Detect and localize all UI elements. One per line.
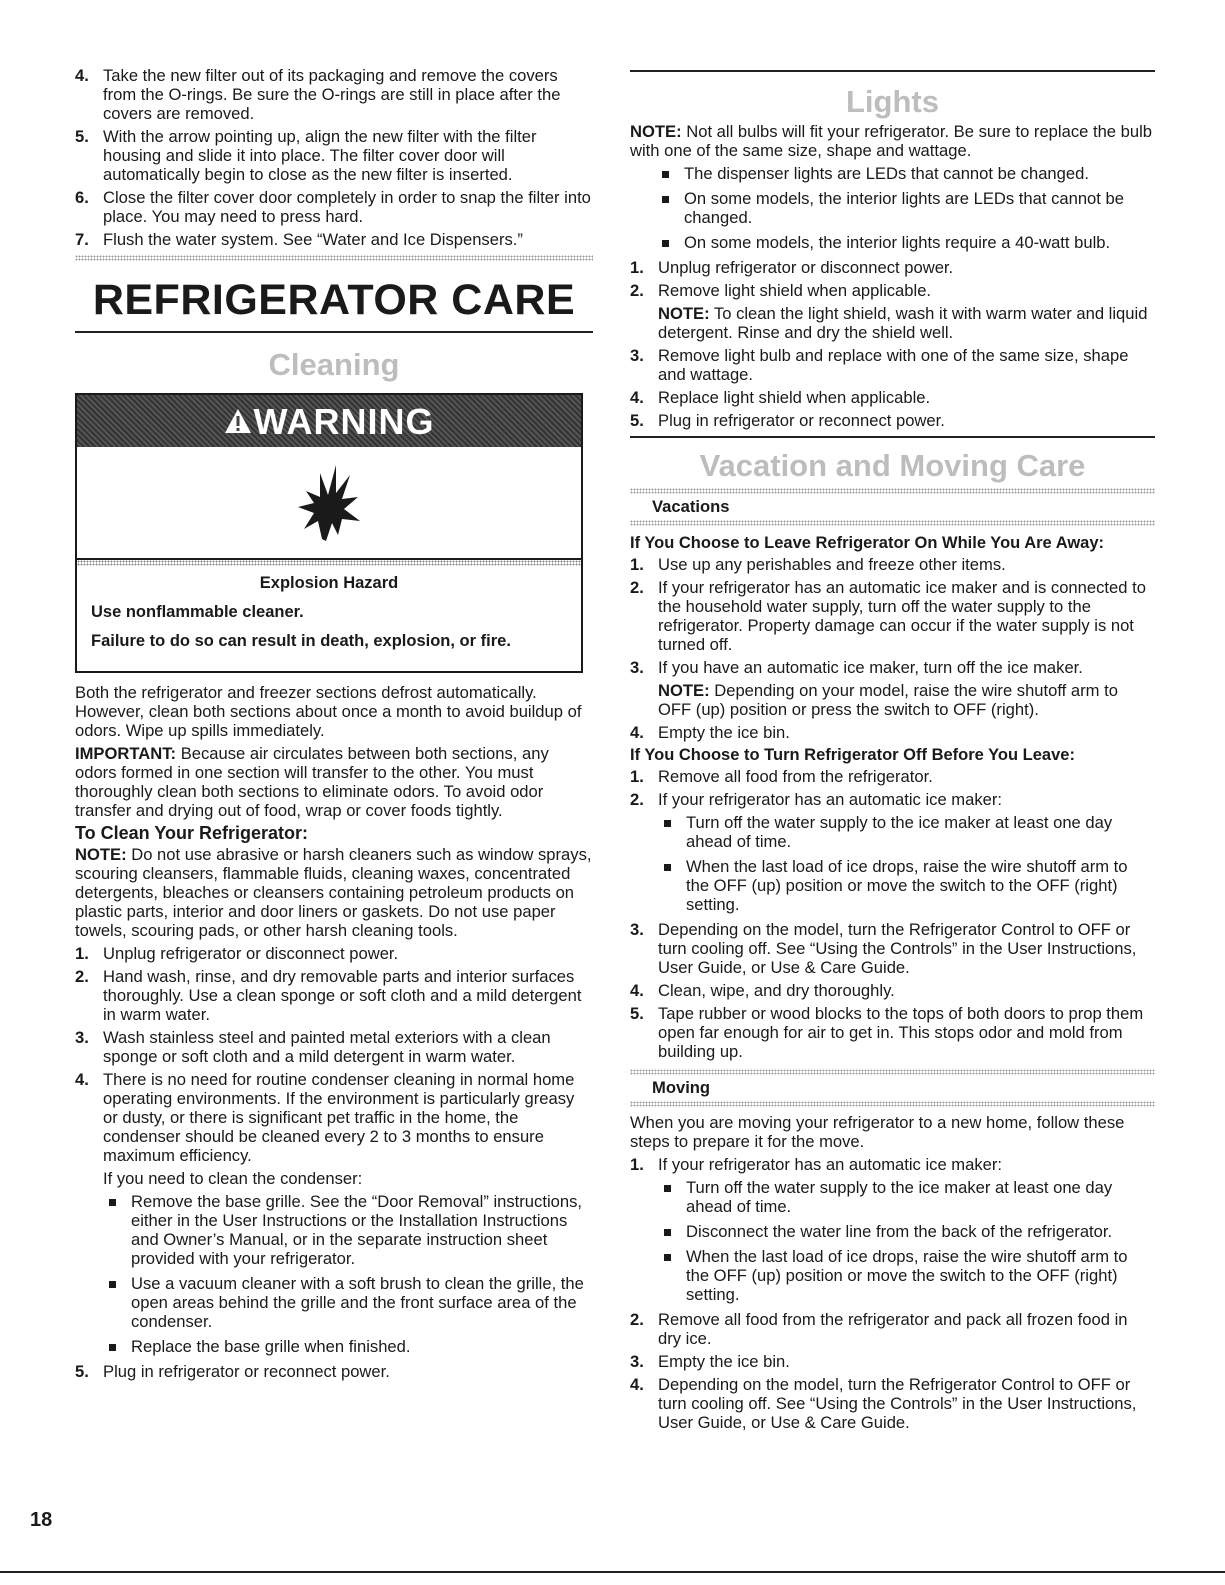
list-item: 4. Take the new filter out of its packaging and remove the covers from the O-rings. Be sure the O-rings are still in place after the covers are removed. xyxy=(75,66,561,123)
dotted-divider xyxy=(630,488,1155,494)
list-item: 3. If you have an automatic ice maker, turn off the ice maker. xyxy=(630,658,1083,677)
bottom-divider xyxy=(0,1571,1225,1573)
bullet-square-icon xyxy=(107,1337,131,1356)
list-item: 2. Remove all food from the refrigerator and pack all frozen food in dry ice. xyxy=(630,1310,1128,1348)
bullet-square-icon xyxy=(662,1222,686,1241)
lights-note-2: NOTE: To clean the light shield, wash it with warm water and liquid detergent. Rinse and dry the shield well. xyxy=(658,304,1148,342)
bullet-item: When the last load of ice drops, raise the wire shutoff arm to the OFF (up) position or move the switch to the OFF (right) setting. xyxy=(662,857,1155,914)
explosion-icon xyxy=(294,463,364,543)
dotted-divider xyxy=(630,1069,1155,1075)
condenser-intro: If you need to clean the condenser: xyxy=(103,1169,363,1188)
bullet-item: The dispenser lights are LEDs that cannot be changed. xyxy=(660,164,1155,183)
leave-on-note: NOTE: Depending on your model, raise the wire shutoff arm to OFF (up) position or press the switch to OFF (right). xyxy=(658,681,1118,719)
list-item: 3. Empty the ice bin. xyxy=(630,1352,790,1371)
moving-intro: When you are moving your refrigerator to a new home, follow these steps to prepare it for the move. xyxy=(630,1113,1125,1151)
divider xyxy=(75,331,593,333)
bullet-item: On some models, the interior lights require a 40-watt bulb. xyxy=(660,233,1155,252)
right-column xyxy=(630,70,1155,1436)
bullet-square-icon xyxy=(662,1247,686,1304)
lights-bullets xyxy=(630,164,1155,252)
bullet-item: When the last load of ice drops, raise the wire shutoff arm to the OFF (up) position or move the switch to the OFF (right) setting. xyxy=(662,1247,1155,1304)
note-paragraph: NOTE: Do not use abrasive or harsh cleaners such as window sprays, scouring cleansers, flammable fluids, cleaning waxes, concentrated detergents, bleaches or cleansers containing petroleum products on plastic parts, interior and door liners or gaskets. Do not use paper towels, scouring pads, or other harsh cleaning tools. xyxy=(75,845,592,940)
turn-off-heading: If You Choose to Turn Refrigerator Off Before You Leave: xyxy=(630,746,1075,764)
cleaning-title: Cleaning xyxy=(268,347,400,382)
list-item: 4. Empty the ice bin. xyxy=(630,723,790,742)
list-item: 3. Wash stainless steel and painted metal exteriors with a clean sponge or soft cloth and a mild detergent in warm water. xyxy=(75,1028,551,1066)
left-column xyxy=(75,66,593,1385)
bullet-square-icon xyxy=(662,857,686,914)
list-item: 2. If your refrigerator has an automatic ice maker and is connected to the household water supply, turn off the water supply to the refrigerator. Property damage can occur if the water supply is not turned off. xyxy=(630,578,1146,654)
bullet-item: Remove the base grille. See the “Door Removal” instructions, either in the User Instructions or the Installation Instructions and Owner’s Manual, or in the separate instruction sheet provided with your refrigerator. xyxy=(107,1192,593,1268)
warning-line-1: Use nonflammable cleaner. xyxy=(91,603,304,621)
list-item: 5. Plug in refrigerator or reconnect power. xyxy=(75,1362,390,1381)
vacation-title: Vacation and Moving Care xyxy=(699,448,1086,483)
list-item: 4. There is no need for routine condenser cleaning in normal home operating environments. If the environment is particularly greasy or dusty, or there is significant pet traffic in the home, the condenser should be cleaned every 2 to 3 months to ensure maximum efficiency. xyxy=(75,1070,575,1165)
list-item: 4. Clean, wipe, and dry thoroughly. xyxy=(630,981,895,1000)
dotted-divider xyxy=(75,255,593,261)
list-item: 5. With the arrow pointing up, align the new filter with the filter housing and slide it into place. The filter cover door will automatically begin to close as the new filter is inserted. xyxy=(75,127,537,184)
list-item: 3. Depending on the model, turn the Refrigerator Control to OFF or turn cooling off. See “Using the Controls” in the User Instructions, User Guide, or Use & Care Guide. xyxy=(630,920,1137,977)
condenser-bullets xyxy=(75,1192,593,1356)
list-item: 1. If your refrigerator has an automatic ice maker: xyxy=(630,1155,1003,1174)
filter-steps-list xyxy=(75,66,593,249)
bullet-square-icon xyxy=(662,1178,686,1216)
list-item: 6. Close the filter cover door completely in order to snap the filter into place. You may need to press hard. xyxy=(75,188,591,226)
warning-line-2: Failure to do so can result in death, explosion, or fire. xyxy=(91,632,511,650)
list-item: 5. Tape rubber or wood blocks to the tops of both doors to prop them open far enough for air to get in. This stops odor and mold from building up. xyxy=(630,1004,1144,1061)
bullet-square-icon xyxy=(662,813,686,851)
bullet-square-icon xyxy=(660,233,684,252)
list-item: 7. Flush the water system. See “Water and Ice Dispensers.” xyxy=(75,230,523,249)
defrost-paragraph: Both the refrigerator and freezer sections defrost automatically. However, clean both sections about once a month to avoid buildup of odors. Wipe up spills immediately. xyxy=(75,683,582,740)
dotted-divider xyxy=(630,520,1155,526)
leave-on-heading: If You Choose to Leave Refrigerator On While You Are Away: xyxy=(630,534,1105,552)
bullet-item: Turn off the water supply to the ice maker at least one day ahead of time. xyxy=(662,1178,1155,1216)
warning-triangle-icon xyxy=(224,408,252,434)
warning-box xyxy=(75,393,583,673)
list-item: 1. Remove all food from the refrigerator. xyxy=(630,767,933,786)
warning-text xyxy=(77,566,581,671)
page-title: REFRIGERATOR CARE xyxy=(92,276,576,324)
bullet-square-icon xyxy=(107,1192,131,1268)
bullet-item: On some models, the interior lights are LEDs that cannot be changed. xyxy=(660,189,1155,227)
important-paragraph: IMPORTANT: Because air circulates between both sections, any odors formed in one section will transfer to the other. You must thoroughly clean both sections to eliminate odors. To avoid odor transfer and drying out of food, wrap or cover foods tightly. xyxy=(75,744,549,820)
list-item: 1. Unplug refrigerator or disconnect power. xyxy=(630,258,954,277)
dotted-divider xyxy=(630,1101,1155,1107)
vacations-heading: Vacations xyxy=(652,497,730,516)
list-item: 3. Remove light bulb and replace with one of the same size, shape and wattage. xyxy=(630,346,1129,384)
list-item: 2. Hand wash, rinse, and dry removable parts and interior surfaces thoroughly. Use a clean sponge or soft cloth and a mild detergent in warm water. xyxy=(75,967,582,1024)
bullet-square-icon xyxy=(107,1274,131,1331)
list-item: 4. Replace light shield when applicable. xyxy=(630,388,931,407)
lights-title: Lights xyxy=(846,84,939,119)
warning-symbol-area xyxy=(77,447,581,560)
bullet-square-icon xyxy=(660,164,684,183)
list-item: 2. If your refrigerator has an automatic ice maker: xyxy=(630,790,1003,809)
moving-heading: Moving xyxy=(652,1078,711,1097)
bullet-square-icon xyxy=(660,189,684,227)
list-item: 5. Plug in refrigerator or reconnect power. xyxy=(630,411,945,430)
page-number: 18 xyxy=(30,1509,53,1531)
bullet-item: Use a vacuum cleaner with a soft brush to clean the grille, the open areas behind the grille and the front surface area of the condenser. xyxy=(107,1274,593,1331)
list-item: 1. Use up any perishables and freeze other items. xyxy=(630,555,1006,574)
warning-header xyxy=(77,395,581,447)
to-clean-heading: To Clean Your Refrigerator: xyxy=(75,823,309,843)
warning-hazard: Explosion Hazard xyxy=(259,574,399,592)
warning-label: WARNING xyxy=(253,400,435,442)
clean-steps-list xyxy=(75,944,593,1165)
bullet-item: Replace the base grille when finished. xyxy=(107,1337,593,1356)
bullet-item: Disconnect the water line from the back of the refrigerator. xyxy=(662,1222,1155,1241)
list-item: 1. Unplug refrigerator or disconnect power. xyxy=(75,944,399,963)
divider xyxy=(630,436,1155,438)
list-item: 4. Depending on the model, turn the Refrigerator Control to OFF or turn cooling off. See “Using the Controls” in the User Instructions, User Guide, or Use & Care Guide. xyxy=(630,1375,1137,1432)
bullet-item: Turn off the water supply to the ice maker at least one day ahead of time. xyxy=(662,813,1155,851)
divider xyxy=(630,70,1155,72)
list-item: 2. Remove light shield when applicable. xyxy=(630,281,932,300)
lights-note: NOTE: Not all bulbs will fit your refrigerator. Be sure to replace the bulb with one of the same size, shape and wattage. xyxy=(630,122,1153,160)
